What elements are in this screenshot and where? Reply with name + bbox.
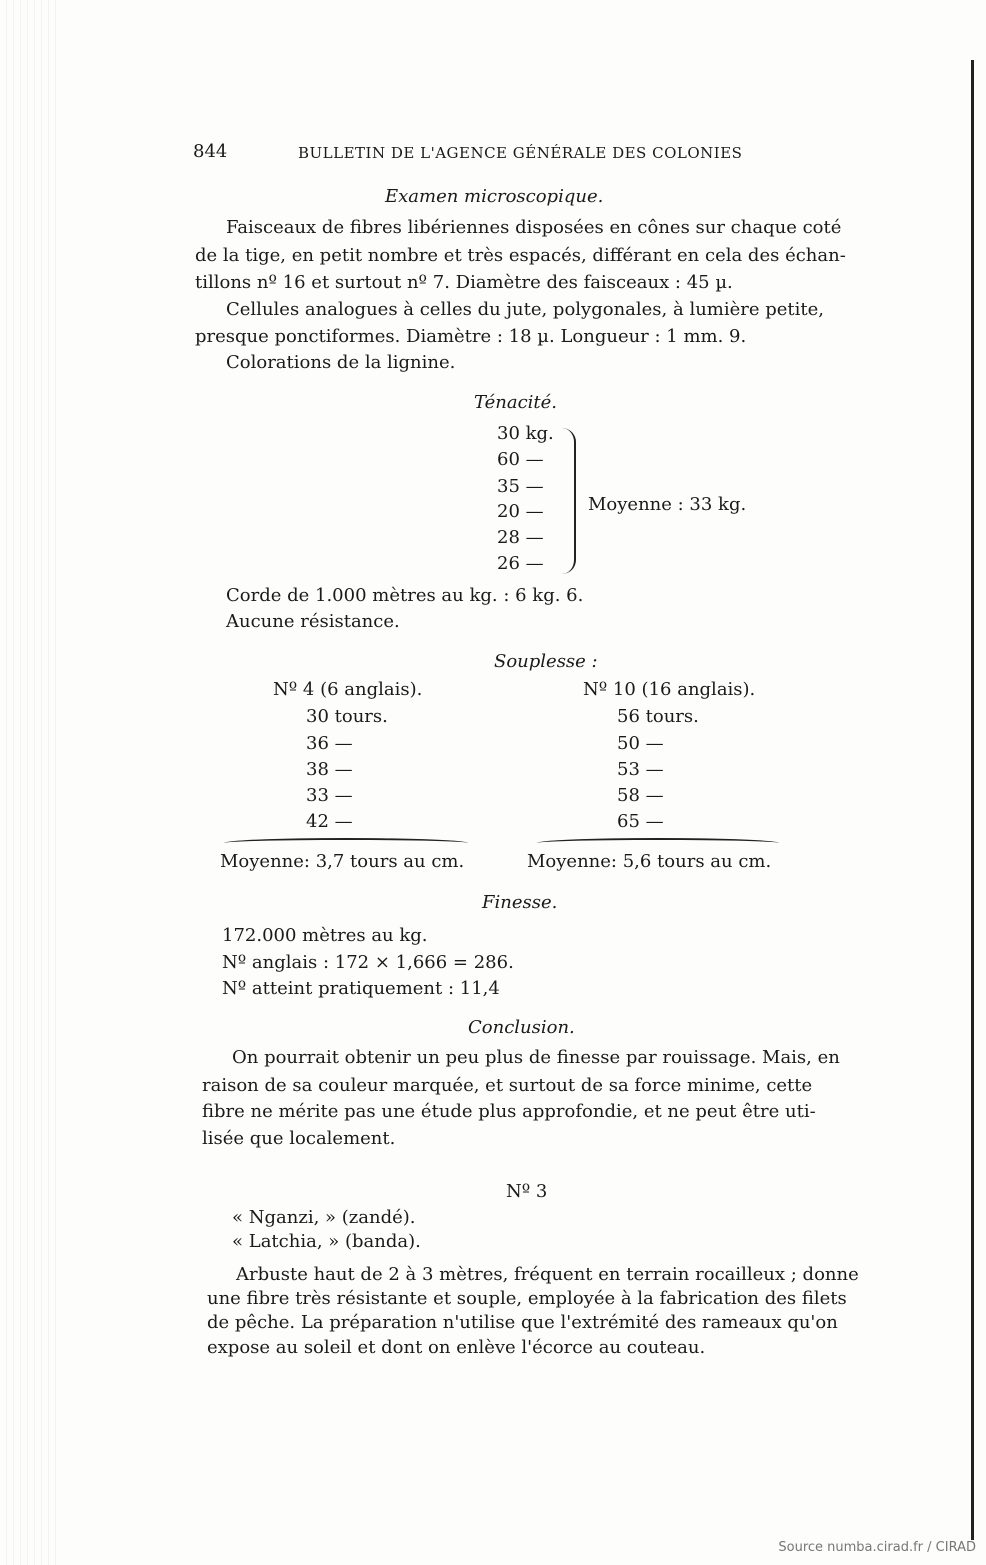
tenacite-value: 20 — xyxy=(497,501,544,522)
paragraph-line: Nº anglais : 172 × 1,666 = 286. xyxy=(222,952,514,973)
souplesse-right-value: 58 — xyxy=(617,785,664,806)
paragraph-line: Nº atteint pratiquement : 11,4 xyxy=(222,978,500,999)
paragraph-line: une fibre très résistante et souple, employée à la fabrication des filets xyxy=(207,1288,847,1309)
paragraph-line: Colorations de la lignine. xyxy=(226,352,456,373)
section-title-conclusion: Conclusion. xyxy=(468,1017,575,1038)
souplesse-left-value: 42 — xyxy=(306,811,353,832)
tenacite-value: 35 — xyxy=(497,476,544,497)
souplesse-right-value: 53 — xyxy=(617,759,664,780)
paragraph-line: 172.000 mètres au kg. xyxy=(222,925,428,946)
tenacite-average: Moyenne : 33 kg. xyxy=(588,494,747,515)
souplesse-left-value: 38 — xyxy=(306,759,353,780)
paragraph-line: de la tige, en petit nombre et très espacés, différant en cela des échan- xyxy=(195,245,846,266)
souplesse-left-heading: Nº 4 (6 anglais). xyxy=(273,679,423,700)
paragraph-line: raison de sa couleur marquée, et surtout de sa force minime, cette xyxy=(202,1075,813,1096)
tenacite-value: 28 — xyxy=(497,527,544,548)
paragraph-line: fibre ne mérite pas une étude plus approfondie, et ne peut être uti- xyxy=(202,1101,816,1122)
souplesse-left-value: 36 — xyxy=(306,733,353,754)
souplesse-left-average: Moyenne: 3,7 tours au cm. xyxy=(220,851,465,872)
paragraph-line: Faisceaux de fibres libériennes disposées en cônes sur chaque coté xyxy=(226,217,842,238)
paragraph-line: presque ponctiformes. Diamètre : 18 µ. Longueur : 1 mm. 9. xyxy=(195,326,747,347)
paragraph-line: expose au soleil et dont on enlève l'écorce au couteau. xyxy=(207,1337,706,1358)
vernacular-name: « Latchia, » (banda). xyxy=(232,1231,421,1252)
horizontal-brace xyxy=(537,838,779,848)
page-number: 844 xyxy=(193,141,228,162)
tenacite-value: 60 — xyxy=(497,449,544,470)
souplesse-right-heading: Nº 10 (16 anglais). xyxy=(583,679,756,700)
souplesse-left-value: 33 — xyxy=(306,785,353,806)
paragraph-line: lisée que localement. xyxy=(202,1128,396,1149)
paragraph-line: Cellules analogues à celles du jute, polygonales, à lumière petite, xyxy=(226,299,825,320)
horizontal-brace xyxy=(224,838,468,848)
vernacular-name: « Nganzi, » (zandé). xyxy=(232,1207,416,1228)
paragraph-line: Arbuste haut de 2 à 3 mètres, fréquent en terrain rocailleux ; donne xyxy=(236,1264,859,1285)
souplesse-right-value: 50 — xyxy=(617,733,664,754)
tenacite-value: 30 kg. xyxy=(497,423,554,444)
section-title-tenacite: Ténacité. xyxy=(474,392,558,413)
paragraph-line: On pourrait obtenir un peu plus de finesse par rouissage. Mais, en xyxy=(232,1047,840,1068)
paragraph-line: tillons nº 16 et surtout nº 7. Diamètre des faisceaux : 45 µ. xyxy=(195,272,733,293)
tenacite-value: 26 — xyxy=(497,553,544,574)
paragraph-line: Aucune résistance. xyxy=(226,611,400,632)
source-credit: Source numba.cirad.fr / CIRAD xyxy=(778,1540,976,1555)
binding-edge xyxy=(971,60,974,1540)
souplesse-left-value: 30 tours. xyxy=(306,706,388,727)
section-title-souplesse: Souplesse : xyxy=(494,651,598,672)
souplesse-right-value: 56 tours. xyxy=(617,706,699,727)
running-title: BULLETIN DE L'AGENCE GÉNÉRALE DES COLONIES xyxy=(298,144,743,162)
curly-brace xyxy=(560,428,576,574)
paragraph-line: de pêche. La préparation n'utilise que l'extrémité des rameaux qu'on xyxy=(207,1312,838,1333)
section-title-no3: Nº 3 xyxy=(506,1181,548,1202)
section-title-finesse: Finesse. xyxy=(482,892,558,913)
paragraph-line: Corde de 1.000 mètres au kg. : 6 kg. 6. xyxy=(226,585,584,606)
souplesse-right-average: Moyenne: 5,6 tours au cm. xyxy=(527,851,772,872)
souplesse-right-value: 65 — xyxy=(617,811,664,832)
page-edge-shadow xyxy=(0,0,60,1565)
section-title-microscopic: Examen microscopique. xyxy=(385,186,604,207)
